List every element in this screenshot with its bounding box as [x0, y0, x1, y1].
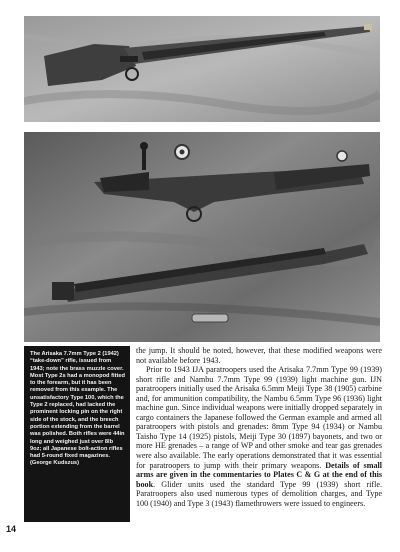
body-paragraph-2-text: Prior to 1943 IJA paratroopers used the Arisaka 7.7mm Type 99 (1939) short rifle and Nambu 7.7mm Type 99 (1939) light machine gun. IJN paratroopers initially used the Arisaka 6.5mm Meiji Type 38 (1905) carbine and, for ammunition compatibility, the Nambu 6.5mm Type 96 (1936) light machine gun. Since individual weapons were initially dropped separately in cargo containers the Japanese followed the German example and armed all paratroopers with pistols and grenades: 8mm Type 94 (1934) or Nambu Taisho Type 14 (1925) pistols, Meiji Type 30 (1897) bayonets, and two or more HE grenades – a range of WP and other smoke and tear gas grenades were also available. The early operations demonstrated that it was essential for paratroopers to jump with their primary weapons.: [136, 365, 382, 470]
page-number: 14: [6, 524, 17, 534]
body-paragraph-2-tail: . Glider units used the standard Type 99 (1939) short rifle. Paratroopers also used numerous types of demolition charges, and Type 100 (1940) and Type 3 (1943) flamethrowers were issued to engineers.: [136, 479, 382, 508]
rifle-photo-assembled: [24, 16, 380, 122]
body-paragraph-1: the jump. It should be noted, however, that these modified weapons were not available before 1943.: [136, 346, 382, 365]
rifle-photo-takedown: [24, 132, 380, 342]
body-text: [136, 346, 382, 508]
photo-caption: [24, 346, 130, 522]
caption-text: The Arisaka 7.7mm Type 2 (1942) “take-down” rifle, issued from 1943; note the brass muzzle cover. Most Type 2s had a monopod fitted to the forearm, but it has been removed from this example. The unsatisfactory Type 100, which the Type 2 replaced, had lacked the prominent locking pin on the right side of the stock, and the breech portion extending from the barrel was polished. Both rifles were 44in long and weighed just over 8lb 9oz; all Japanese bolt-action rifles had 5-round fixed magazines. (George Kudszus): [30, 351, 126, 467]
body-paragraph-2-bold: Details of small arms are given in the commentaries to Plates C & G at the end of this book: [136, 460, 382, 489]
body-paragraph-2: [136, 365, 382, 508]
